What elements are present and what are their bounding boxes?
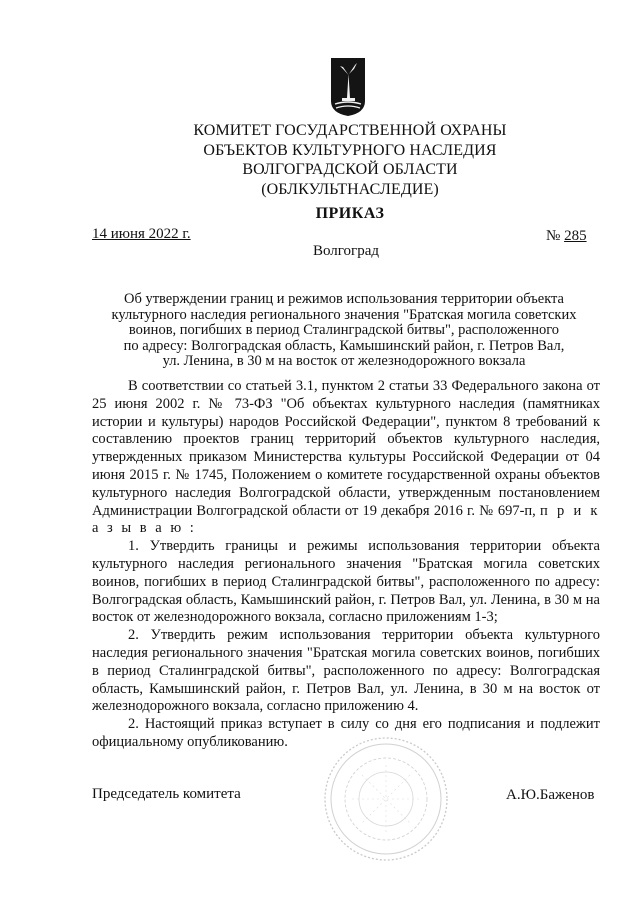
order-city: Волгоград <box>312 243 379 259</box>
authority-line: КОМИТЕТ ГОСУДАРСТВЕННОЙ ОХРАНЫ <box>193 122 507 139</box>
authority-line: (ОБЛКУЛЬТНАСЛЕДИЕ) <box>261 180 439 198</box>
order-number-value: 285 <box>564 228 587 244</box>
subject-line: Об утверждении границ и режимов использования территории объекта <box>123 291 564 307</box>
authority-header <box>150 121 550 199</box>
order-number-prefix: № <box>546 228 561 244</box>
order-body <box>92 378 600 752</box>
subject-line: культурного наследия регионального значения "Братская могила советских <box>111 306 577 323</box>
preamble-text: В соответствии со статьей 3.1, пунктом 2 статьи 33 Федерального закона от 25 июня 2002 г. № 73-ФЗ "Об объектах культурного наследия (памятниках истории и культуры) народов Российской Федерации", пунктом 8 требований к составлению проектов границ территорий объектов культурного наследия, утвержденных приказом Министерства культуры Российской Федерации от 04 июня 2015 г. № 1745, Положением о комитете государственной охраны объектов культурного наследия Волгоградской области, утвержденным постановлением Администрации Волгоградской области от 19 декабря 2016 г. № 697-п, <box>92 378 600 519</box>
order-subject <box>92 292 596 370</box>
volgograd-emblem-icon <box>330 57 366 117</box>
subject-line: воинов, погибших в период Сталинградской битвы", расположенного <box>128 322 560 338</box>
document-title: ПРИКАЗ <box>315 205 385 222</box>
authority-line: ВОЛГОГРАДСКОЙ ОБЛАСТИ <box>242 161 458 178</box>
subject-line: по адресу: Волгоградская область, Камышинский район, г. Петров Вал, <box>123 337 565 354</box>
order-item: 2. Настоящий приказ вступает в силу со дня его подписания и подлежит официальному опубликованию. <box>92 716 600 750</box>
signatory-name: А.Ю.Баженов <box>506 787 595 803</box>
order-item: 2. Утвердить режим использования территории объекта культурного наследия регионального значения "Братская могила советских воинов, погибших в период Сталинградской битвы", расположенного по адресу: Волгоградская область, Камышинский район, г. Петров Вал, ул. Ленина, в 30 м на восток от железнодорожного вокзала, согласно приложению 4. <box>92 627 600 715</box>
signatory-position: Председатель комитета <box>92 786 241 802</box>
official-seal-stamp-icon <box>322 735 450 863</box>
order-date: 14 июня 2022 г. <box>92 226 191 242</box>
subject-line: ул. Ленина, в 30 м на восток от железнодорожного вокзала <box>162 353 526 369</box>
order-item: 1. Утвердить границы и режимы использования территории объекта культурного наследия регионального значения "Братская могила советских воинов, погибших в период Сталинградской битвы", расположенного по адресу: Волгоградская область, Камышинский район, г. Петров Вал, ул. Ленина, в 30 м на восток от железнодорожного вокзала, согласно приложениям 1-3; <box>92 538 600 626</box>
authority-line: ОБЪЕКТОВ КУЛЬТУРНОГО НАСЛЕДИЯ <box>203 141 497 159</box>
directive-word: п р и к а з ы в а ю : <box>92 502 600 537</box>
preamble-paragraph <box>92 378 600 538</box>
